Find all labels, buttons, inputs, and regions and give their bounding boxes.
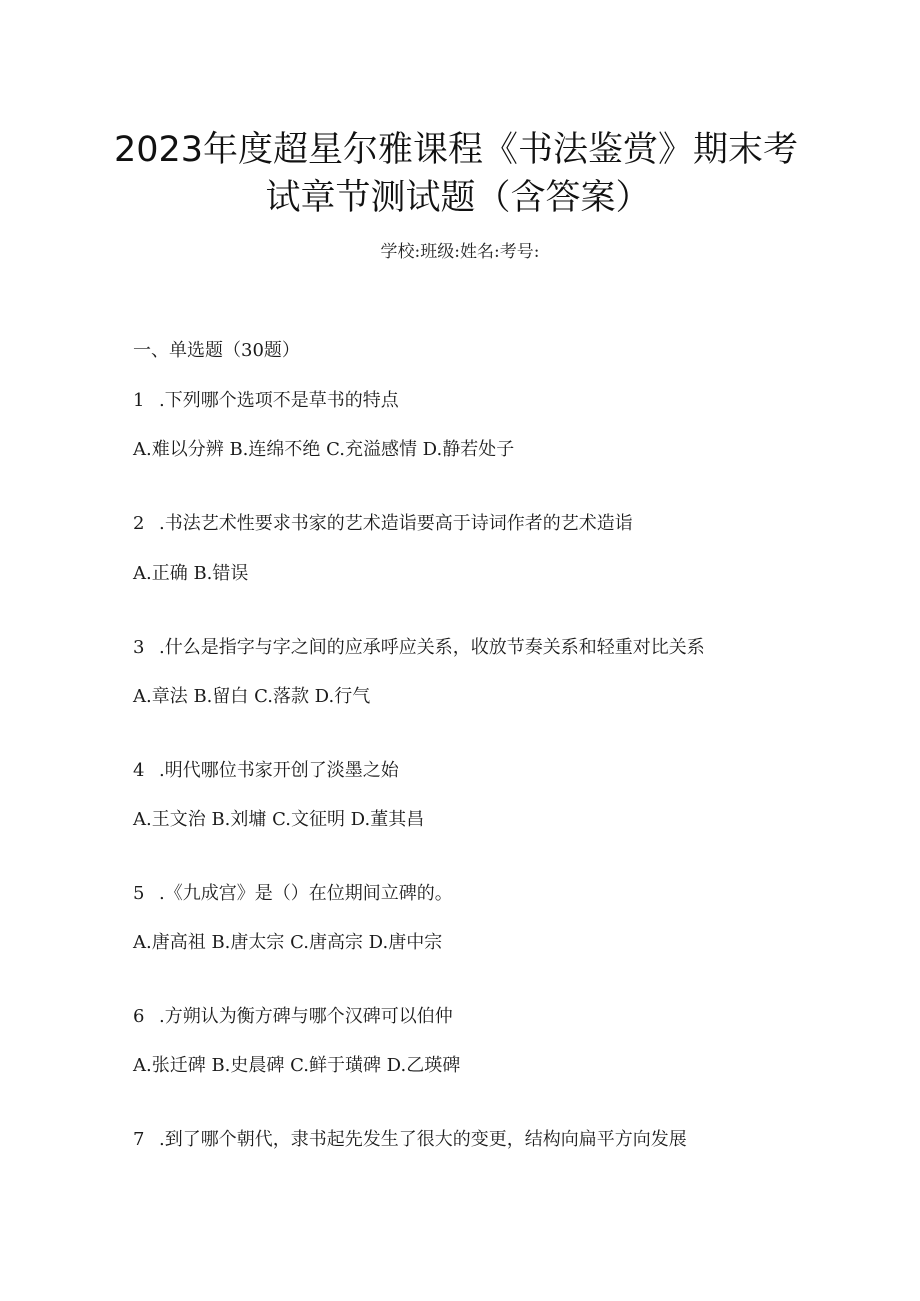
question-text: .下列哪个选项不是草书的特点 bbox=[159, 390, 399, 411]
question-number: 7 bbox=[133, 1129, 145, 1150]
question-number: 5 bbox=[133, 883, 145, 904]
question-text: .到了哪个朝代，隶书起先发生了很大的变更，结构向扁平方向发展 bbox=[159, 1129, 687, 1150]
question-stem bbox=[133, 758, 399, 784]
question-options: A.张迁碑 B.史晨碑 C.鲜于璜碑 D.乙瑛碑 bbox=[133, 1055, 461, 1076]
question-stem bbox=[133, 511, 633, 537]
question-stem bbox=[133, 635, 705, 661]
question-text: .方朔认为衡方碑与哪个汉碑可以伯仲 bbox=[159, 1006, 453, 1027]
question-stem bbox=[133, 881, 453, 907]
question-number: 6 bbox=[133, 1006, 145, 1027]
question-options: A.王文治 B.刘墉 C.文征明 D.董其昌 bbox=[133, 809, 425, 830]
question-text: .《九成宫》是（）在位期间立碑的。 bbox=[159, 883, 453, 904]
question-options: A.章法 B.留白 C.落款 D.行气 bbox=[133, 686, 371, 707]
question-text: .什么是指字与字之间的应承呼应关系，收放节奏关系和轻重对比关系 bbox=[159, 637, 705, 658]
page-title-line-1: 2023年度超星尔雅课程《书法鉴赏》期末考 bbox=[113, 130, 799, 170]
question-number: 1 bbox=[133, 390, 145, 411]
student-info-line: 学校:班级:姓名:考号: bbox=[380, 242, 540, 262]
question-number: 3 bbox=[133, 637, 145, 658]
question-number: 4 bbox=[133, 760, 145, 781]
question-stem bbox=[133, 1127, 687, 1153]
question-options: A.唐高祖 B.唐太宗 C.唐高宗 D.唐中宗 bbox=[133, 932, 443, 953]
question-options: A.正确 B.错误 bbox=[133, 563, 249, 584]
question-options: A.难以分辨 B.连绵不绝 C.充溢感情 D.静若处子 bbox=[133, 439, 515, 460]
page-title-line-2: 试章节测试题（含答案） bbox=[265, 178, 651, 218]
question-number: 2 bbox=[133, 513, 145, 534]
question-text: .明代哪位书家开创了淡墨之始 bbox=[159, 760, 399, 781]
section-heading: 一、单选题（30题） bbox=[133, 340, 300, 361]
question-stem bbox=[133, 388, 399, 414]
question-stem bbox=[133, 1004, 453, 1030]
question-text: .书法艺术性要求书家的艺术造诣要高于诗词作者的艺术造诣 bbox=[159, 513, 633, 534]
